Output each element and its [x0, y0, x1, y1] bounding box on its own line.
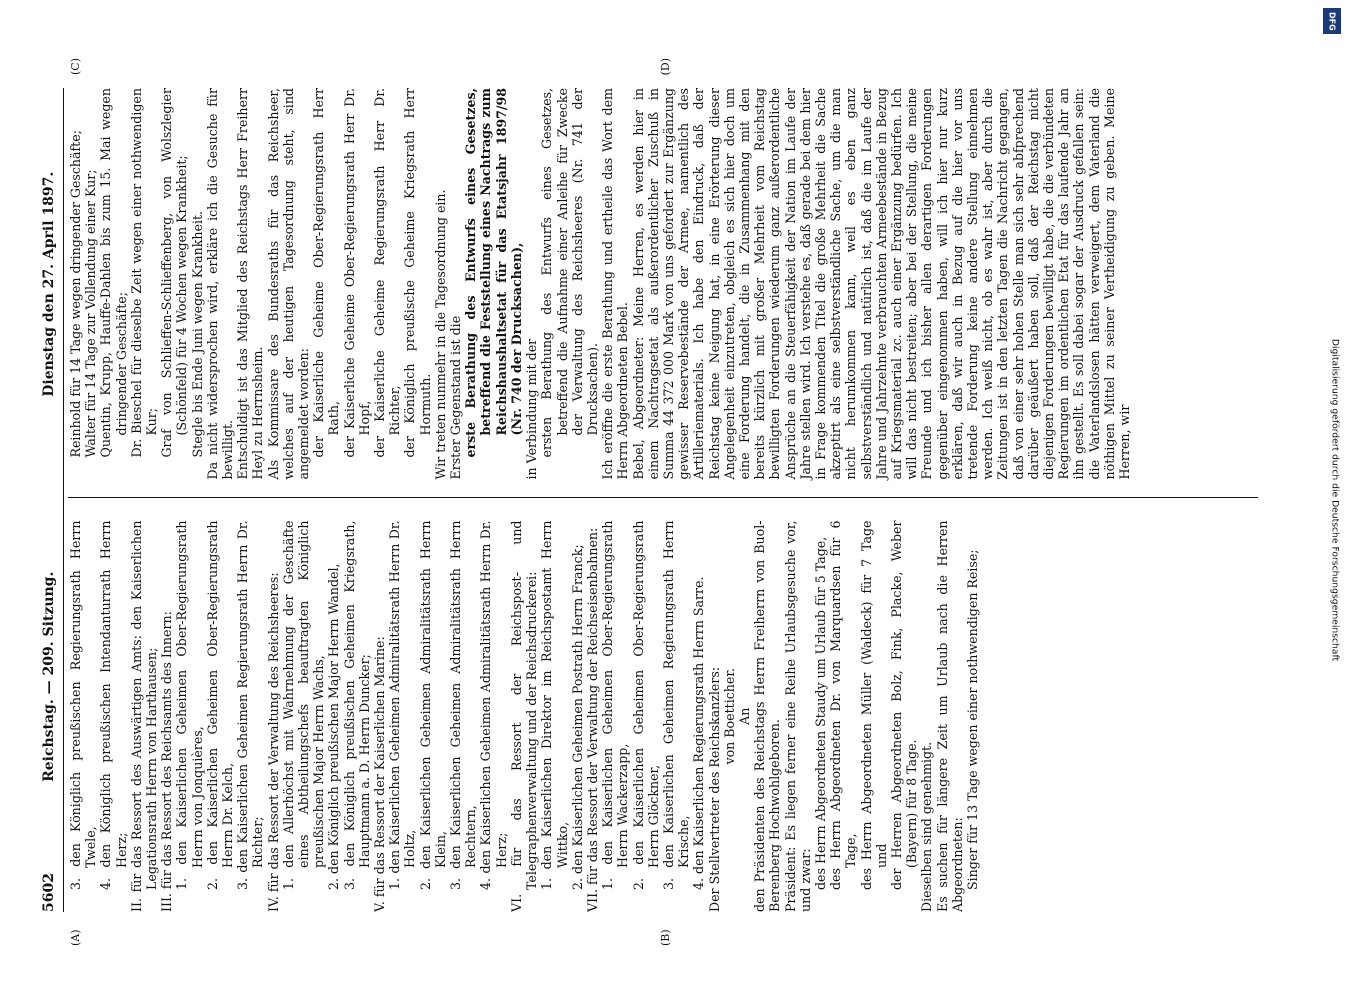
paragraph: II. für das Ressort des Auswärtigen Amts: den Kaiserlichen Legationsrath Herrn von Harthausen; — [128, 520, 159, 912]
paragraph: Bebel, Abgeordneter: Meine Herren, es werden hier in einem Nachtragsetat als außerordentlicher Zuschuß in Summa 44 372 000 Mark von uns gefordert zur Ergänzung gewisser Reservebestände der Armee, namentlich des Artilleriematerials. Ich habe den Eindruck, daß der Reichstag keine Neigung hat, in eine Erörterung dieser Angelegenheit einzutreten, obgleich es sich hier doch um eine Forderung handelt, die in Zusammenhang mit den bereits kürzlich mit großer Mehrheit vom Reichstag bewilligten Forderungen wiederum ganz außerordentliche Ansprüche an die Steuerfähigkeit der Nation im Laufe der Jahre stellen wird. Ich verstehe es, daß gerade bei dem hier in Frage kommenden Titel die große Mehrheit die Sache akzeptirt als eine selbstverständliche Sache, um die man nicht herumkommen kann, weil es eben ganz selbstverständlich und natürlich ist, daß die im Laufe der Jahre und Jahrzehnte verbrauchten Armeebestände in Bezug auf Kriegsmaterial zc. auch einer Ergänzung bedürfen. Ich will das nicht bestreiten; aber bei der Stellung, die meine Freunde und ich bisher allen derartigen Forderungen gegenüber eingenommen haben, will ich hier nur kurz erklären, daß wir auch in Bezug auf die hier vor uns tretende Forderung keine andere Stellung einnehmen werden. Ich weiß nicht, ob es wahr ist, aber durch die Zeitungen ist in den letzten Tagen die Nachricht gegangen, daß von einer sehr hohen Stelle man sich sehr abfprechend darüber geäußert haben soll, daß der Reichstag nicht diejenigen Forderungen bewilligt habe, die die verbündeten Regierungen im ordentlichen Etat für das laufende Jahr an ihn gestellt. Es soll dabei sogar der Ausdruck gefallen sein: die Vaterlandslosen hätten verweigert, dem Vaterland die nöthigen Mittel zu seiner Vertheidigung zu geben. Meine Herren, wir — [630, 88, 1132, 480]
paragraph: Als Kommissare des Bundesraths für das Reichsheer, welches auf der heutigen Tagesordnung steht, sind angemeldet worden: — [265, 88, 311, 480]
paragraph: 3. den Königlich preußischen Regierungsrath Herrn Twele, — [67, 520, 98, 890]
paragraph: Reinhold für 14 Tage wegen dringender Geschäfte; — [67, 130, 83, 458]
paragraph: 2. den Kaiserlichen Geheimen Admiralitätsrath Herrn Klein, — [417, 520, 448, 890]
paragraph: den Präsidenten des Reichstags Herrn Freiherrn von Buol-Berenberg Hochwohlgeboren. — [751, 520, 782, 912]
margin-marker-c: (C) — [68, 58, 82, 75]
paragraph: Ich eröffne die erste Berathung und ertheile das Wort dem Herrn Abgeordneten Bebel. — [599, 88, 630, 480]
paragraph: Es suchen für längere Zeit um Urlaub nach die Herren Abgeordneten: — [934, 520, 965, 912]
paragraph: Stegle bis Ende Juni wegen Krankheit. — [189, 210, 205, 458]
paragraph: 1. den Kaiserlichen Geheimen Admiralitätsrath Herrn Dr. Holtz, — [386, 520, 417, 890]
right-column — [67, 58, 1258, 499]
paragraph: Entschuldigt ist das Mitglied des Reichstags Herr Freiherr Heyl zu Herrnsheim. — [234, 88, 265, 480]
paragraph: des Herrn Abgeordneten Staudy um Urlaub für 5 Tage, — [812, 536, 828, 890]
paragraph: 1. den Kaiserlichen Direktor im Reichspostamt Herrn Wittko, — [538, 520, 569, 890]
page-number: 5602 — [40, 873, 57, 912]
paragraph: der Kaiserliche Geheime Ober-Regierungsrath Herr Dr. Hopf, — [341, 88, 372, 458]
paragraph: 2. den Kaiserlichen Geheimen Postrath Herrn Franck; — [569, 544, 585, 890]
paragraph: erste Berathung des Entwurfs eines Gesetzes, betreffend die Feststellung eines Nachtrags zum Reichshaushaltsetat für das Etatsjahr 1897/98 (Nr. 740 der Drucksachen), — [462, 88, 524, 458]
paragraph: 2. den Kaiserlichen Geheimen Ober-Regierungsrath Herrn Dr. Kelch, — [204, 520, 235, 890]
paragraph: 1. den Allerhöchst mit Wahrnehmung der Geschäfte eines Abtheilungschefs beauftragten Königlich preußischen Major Herrn Wachs, — [280, 520, 326, 890]
paragraph: Graf von Schlieffen-Schlieffenberg, von Wolszlegier (Schönfeld) für 4 Wochen wegen Krankheit; — [158, 88, 189, 458]
dfg-logo: DFG — [1323, 8, 1341, 34]
document-page — [27, 58, 1327, 946]
margin-marker-a: (A) — [68, 929, 82, 946]
header-left-title: Reichstag. — 209. Sitzung. — [40, 571, 57, 782]
paragraph: 4. den Kaiserlichen Regierungsrath Herrn Sarre. — [690, 576, 706, 890]
paragraph: V. für das Ressort der Kaiserlichen Marine: — [371, 636, 387, 912]
paragraph: 4. den Königlich preußischen Intendanturrath Herrn Herz; — [97, 520, 129, 890]
paragraph: Präsident: Es liegen ferner eine Reihe Urlaubsgesuche vor, und zwar: — [782, 520, 813, 912]
left-column — [67, 520, 1258, 946]
paragraph: Dieselben sind genehmigt. — [918, 741, 934, 912]
paragraph: der Kaiserliche Geheime Ober-Regierungsrath Herr Rath, — [310, 88, 341, 458]
margin-marker-d: (D) — [658, 58, 672, 76]
paragraph: der Herren Abgeordneten Bolz, Fink, Placke, Weber (Bayern) für 8 Tage. — [888, 520, 919, 890]
paragraph: des Herrn Abgeordneten Müller (Waldeck) für 7 Tage und — [858, 520, 889, 890]
page-header — [41, 88, 64, 912]
paragraph: 3. den Kaiserlichen Geheimen Regierungsrath Herrn Krische, — [660, 520, 691, 890]
paragraph: 1. den Kaiserlichen Geheimen Ober-Regierungsrath Herrn von Jonquières, — [173, 520, 205, 890]
paragraph: VI. für das Ressort der Reichspost- und Telegraphenverwaltung und der Reichsdruckerei: — [508, 520, 539, 912]
paragraph: von Boetticher. — [721, 668, 737, 765]
paragraph: 4. den Kaiserlichen Geheimen Admiralitätsrath Herrn Dr. Herz; — [477, 520, 509, 890]
paragraph: 2. den Königlich preußischen Major Herrn Wandel, — [325, 563, 341, 890]
paragraph: Dr. Bieschel für dieselbe Zeit wegen einer nothwendigen Kur; — [128, 88, 159, 458]
paragraph: 3. den Kaiserlichen Geheimen Regierungsrath Herrn Dr. Richter; — [234, 520, 265, 890]
paragraph: Quentin, Krupp, Hauffe-Dahlen bis zum 15. Mai wegen dringender Geschäfte; — [97, 88, 129, 458]
paragraph: 2. den Kaiserlichen Geheimen Ober-Regierungsrath Herrn Glöckner, — [630, 520, 661, 890]
paragraph: der Königlich preußische Geheime Kriegsrath Herr Hormuth. — [401, 88, 433, 458]
paragraph: An — [736, 707, 752, 725]
paragraph: Erster Gegenstand ist die — [447, 315, 463, 480]
paragraph: Wir treten nunmehr in die Tagesordnung ein. — [432, 189, 448, 480]
paragraph: Da nicht widersprochen wird, erkläre ich die Gesuche für bewilligt. — [204, 88, 235, 480]
paragraph: Der Stellvertreter des Reichskanzlers: — [706, 666, 722, 912]
paragraph: Singer für 13 Tage wegen einer nothwendigen Reise; — [964, 549, 980, 890]
paragraph: 1. den Kaiserlichen Geheimen Ober-Regierungsrath Herrn Wackerzapp, — [599, 520, 630, 890]
paragraph: IV. für das Ressort der Verwaltung des Reichsheeres: — [265, 572, 281, 912]
paragraph: III. für das Ressort des Reichsamts des Innern: — [158, 611, 174, 912]
paragraph: in Verbindung mit der — [523, 338, 539, 480]
margin-marker-b: (B) — [658, 929, 672, 946]
paragraph: 3. den Kaiserlichen Geheimen Admiralitätsrath Herrn Rechtern, — [447, 520, 478, 890]
paragraph: der Kaiserliche Geheime Regierungsrath Herr Dr. Richter, — [371, 88, 402, 458]
paragraph: Walter für 14 Tage zur Vollendung einer Kur; — [82, 169, 98, 458]
paragraph: des Herrn Abgeordneten Dr. von Marquardsen für 6 Tage, — [827, 520, 858, 890]
paragraph: ersten Berathung des Entwurfs eines Gesetzes, betreffend die Aufnahme einer Anleihe für Zwecke der Verwaltung des Reichsheeres (Nr. 741 der Drucksachen). — [538, 88, 600, 458]
paragraph: 3. den Königlich preußischen Geheimen Kriegsrath, Hauptmann a. D. Herrn Duncker; — [341, 520, 372, 890]
digitization-credit — [1323, 8, 1347, 993]
paragraph: VII. für das Ressort der Verwaltung der Reichseisenbahnen: — [584, 527, 600, 912]
credit-text: Digitalisierung gefördert durch die Deutsche Forschungsgemeinschaft — [1329, 338, 1341, 662]
header-right-title: Dienstag den 27. April 1897. — [40, 171, 57, 397]
